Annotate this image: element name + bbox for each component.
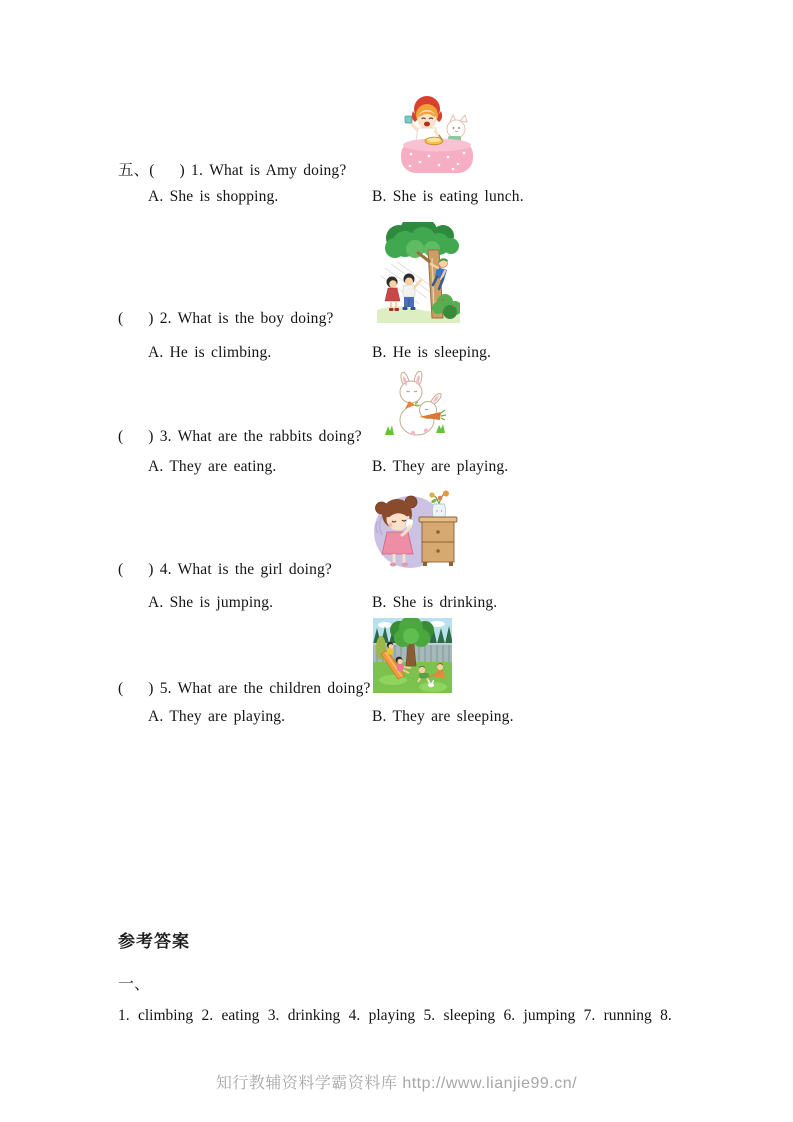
question-5-option-a: A. They are playing. — [148, 708, 286, 725]
question-5-line: ( ) 5. What are the children doing? — [118, 680, 371, 697]
answers-part-label: 一、 — [118, 976, 151, 993]
boy-climbing-tree-illustration — [377, 222, 460, 323]
question-2-line: ( ) 2. What is the boy doing? — [118, 310, 334, 327]
question-1-option-a: A. She is shopping. — [148, 188, 279, 205]
question-5-option-b: B. They are sleeping. — [372, 708, 514, 725]
girl-drinking-illustration — [372, 490, 462, 573]
question-1-line: 五、( ) 1. What is Amy doing? — [118, 162, 347, 179]
question-1-option-b: B. She is eating lunch. — [372, 188, 524, 205]
girl-eating-lunch-illustration — [398, 95, 477, 175]
answers-items-line: 1. climbing 2. eating 3. drinking 4. playing 5. sleeping 6. jumping 7. running 8. — [118, 1007, 672, 1024]
answers-heading: 参考答案 — [118, 932, 190, 951]
question-4-option-a: A. She is jumping. — [148, 594, 274, 611]
question-3-option-a: A. They are eating. — [148, 458, 277, 475]
question-4-option-b: B. She is drinking. — [372, 594, 498, 611]
footer-text: 知行教辅资料学霸资料库 http://www.lianjie99.cn/ — [215, 1075, 578, 1092]
question-3-line: ( ) 3. What are the rabbits doing? — [118, 428, 362, 445]
question-3-option-b: B. They are playing. — [372, 458, 509, 475]
rabbits-eating-carrots-illustration — [383, 371, 449, 442]
question-2-option-a: A. He is climbing. — [148, 344, 272, 361]
question-4-line: ( ) 4. What is the girl doing? — [118, 561, 332, 578]
children-playing-playground-illustration — [373, 618, 452, 693]
question-2-option-b: B. He is sleeping. — [372, 344, 492, 361]
